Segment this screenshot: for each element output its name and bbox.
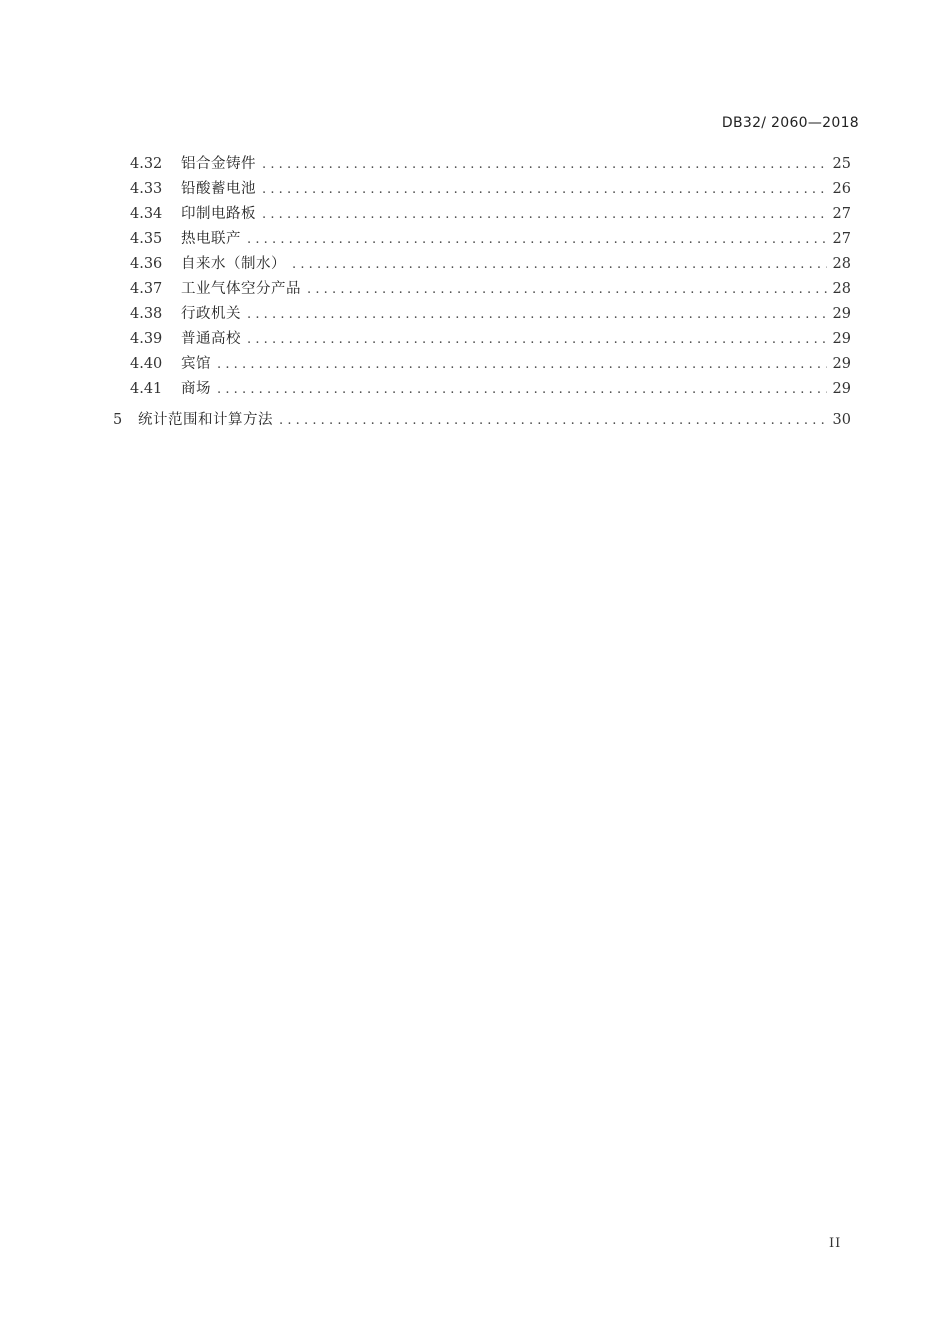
toc-entry-title: 普通高校 bbox=[181, 331, 241, 347]
toc-entry-page: 28 bbox=[832, 281, 851, 297]
toc-entry-number: 4.32 bbox=[130, 156, 163, 172]
toc-entry-page: 29 bbox=[832, 331, 851, 347]
toc-entry-page: 25 bbox=[832, 156, 851, 172]
toc-dot-leader bbox=[292, 252, 827, 277]
toc-entry-line bbox=[181, 152, 851, 177]
toc-entry[interactable] bbox=[0, 202, 950, 227]
toc-dot-leader bbox=[217, 352, 827, 377]
toc-entry-page: 29 bbox=[832, 356, 851, 372]
toc-entry-page: 30 bbox=[832, 412, 851, 428]
toc-entry[interactable] bbox=[0, 408, 950, 433]
toc-entry[interactable] bbox=[0, 227, 950, 252]
toc-dot-leader bbox=[262, 202, 827, 227]
toc-entry-line bbox=[181, 177, 851, 202]
toc-entry-number: 4.40 bbox=[130, 356, 163, 372]
toc-dot-leader bbox=[247, 227, 827, 252]
toc-entry-number: 4.37 bbox=[130, 281, 163, 297]
toc-entry-line bbox=[138, 408, 851, 433]
toc-dot-leader bbox=[262, 177, 827, 202]
table-of-contents bbox=[0, 152, 950, 433]
toc-entry-number: 4.38 bbox=[130, 306, 163, 322]
toc-entry-number: 5 bbox=[113, 412, 123, 428]
toc-entry-page: 27 bbox=[832, 206, 851, 222]
toc-entry[interactable] bbox=[0, 152, 950, 177]
toc-dot-leader bbox=[247, 302, 827, 327]
toc-entry-line bbox=[181, 302, 851, 327]
toc-dot-leader bbox=[247, 327, 827, 352]
toc-entry-title: 印制电路板 bbox=[181, 206, 256, 222]
toc-dot-leader bbox=[279, 408, 827, 433]
toc-dot-leader bbox=[307, 277, 827, 302]
toc-entry-line bbox=[181, 377, 851, 402]
toc-entry-page: 28 bbox=[832, 256, 851, 272]
toc-entry-number: 4.35 bbox=[130, 231, 163, 247]
toc-entry-line bbox=[181, 252, 851, 277]
toc-entry-title: 铅酸蓄电池 bbox=[181, 181, 256, 197]
toc-entry-page: 26 bbox=[832, 181, 851, 197]
toc-entry-title: 铝合金铸件 bbox=[181, 156, 256, 172]
toc-entry[interactable] bbox=[0, 177, 950, 202]
toc-entry-title: 宾馆 bbox=[181, 356, 211, 372]
toc-entry-title: 工业气体空分产品 bbox=[181, 281, 301, 297]
toc-entry[interactable] bbox=[0, 302, 950, 327]
toc-entry-number: 4.33 bbox=[130, 181, 163, 197]
toc-entry[interactable] bbox=[0, 377, 950, 402]
toc-dot-leader bbox=[262, 152, 827, 177]
toc-entry-number: 4.36 bbox=[130, 256, 163, 272]
toc-entry-title: 统计范围和计算方法 bbox=[138, 412, 273, 428]
toc-entry-line bbox=[181, 227, 851, 252]
toc-entry-title: 行政机关 bbox=[181, 306, 241, 322]
toc-dot-leader bbox=[217, 377, 827, 402]
toc-entry-page: 29 bbox=[832, 306, 851, 322]
toc-entry-number: 4.41 bbox=[130, 381, 163, 397]
toc-entry-title: 热电联产 bbox=[181, 231, 241, 247]
toc-entry-line bbox=[181, 352, 851, 377]
page-number: II bbox=[829, 1236, 842, 1251]
toc-entry[interactable] bbox=[0, 352, 950, 377]
toc-entry-title: 自来水（制水） bbox=[181, 256, 286, 272]
toc-entry-number: 4.39 bbox=[130, 331, 163, 347]
toc-entry-number: 4.34 bbox=[130, 206, 163, 222]
toc-entry-line bbox=[181, 202, 851, 227]
toc-entry[interactable] bbox=[0, 327, 950, 352]
toc-entry-page: 27 bbox=[832, 231, 851, 247]
toc-entry-title: 商场 bbox=[181, 381, 211, 397]
toc-entry-line bbox=[181, 327, 851, 352]
document-id-header: DB32/ 2060—2018 bbox=[721, 115, 859, 131]
toc-entry[interactable] bbox=[0, 277, 950, 302]
toc-entry-line bbox=[181, 277, 851, 302]
toc-entry[interactable] bbox=[0, 252, 950, 277]
toc-entry-page: 29 bbox=[832, 381, 851, 397]
